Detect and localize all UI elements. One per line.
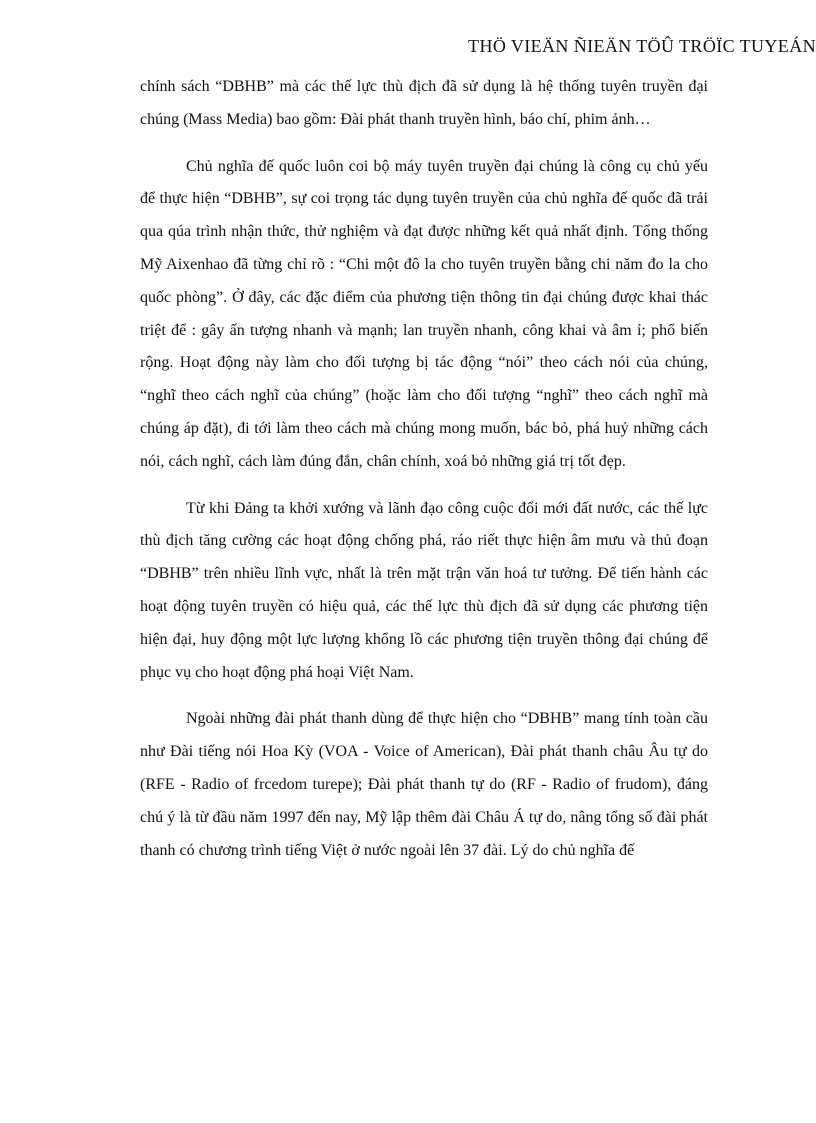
paragraph-radio-stations: Ngoài những đài phát thanh dùng để thực hiện cho “DBHB” mang tính toàn cầu như Đài tiếng nói Hoa Kỳ (VOA - Voice of American), Đài phát thanh châu Âu tự do (RFE - Radio of frcedom turepe); Đài phát thanh tự do (RF - Radio of frudom), đáng chú ý là từ đầu năm 1997 đến nay, Mỹ lập thêm đài Châu Á tự do, nâng tổng số đài phát thanh có chương trình tiếng Việt ở nước ngoài lên 37 đài. Lý do chủ nghĩa đế [140, 710, 708, 859]
paragraph-propaganda-tool: Chủ nghĩa đế quốc luôn coi bộ máy tuyên truyền đại chúng là công cụ chủ yếu để thực hiện “DBHB”, sự coi trọng tác dụng tuyên truyền của chủ nghĩa đế quốc đã trải qua qúa trình nhận thức, thử nghiệm và đạt được những kết quả nhất định. Tổng thống Mỹ Aixenhao đã từng chỉ rõ : “Chi một đô la cho tuyên truyền bằng chi năm đo la cho quốc phòng”. Ở đây, các đặc điểm của phương tiện thông tin đại chúng được khai thác triệt để : gây ấn tượng nhanh và mạnh; lan truyền nhanh, công khai và âm ỉ; phổ biến rộng. Hoạt động này làm cho đối tượng bị tác động “nói” theo cách nói của chúng, “nghĩ theo cách nghĩ của chúng” (hoặc làm cho đối tượng “nghĩ” theo cách nghĩ mà chúng áp đặt), đi tới làm theo cách mà chúng mong muốn, bác bỏ, phá huỷ những cách nói, cách nghĩ, cách làm đúng đắn, chân chính, xoá bỏ những giá trị tốt đẹp. [140, 157, 708, 470]
document-body [140, 71, 708, 867]
paragraph-doi-moi: Từ khi Đảng ta khởi xướng và lãnh đạo công cuộc đổi mới đất nước, các thế lực thù địch tăng cường các hoạt động chống phá, ráo riết thực hiện âm mưu và thủ đoạn “DBHB” trên nhiều lĩnh vực, nhất là trên mặt trận văn hoá tư tưởng. Để tiến hành các hoạt động tuyên truyền có hiệu quả, các thế lực thù địch đã sử dụng các phương tiện hiện đại, huy động một lực lượng khổng lồ các phương tiện truyền thông đại chúng để phục vụ cho hoạt động phá hoại Việt Nam. [140, 499, 708, 681]
paragraph-continued: chính sách “DBHB” mà các thế lực thù địch đã sử dụng là hệ thống tuyên truyền đại chúng (Mass Media) bao gồm: Đài phát thanh truyền hình, báo chí, phim ảnh… [140, 78, 708, 128]
page-header: THÖ VIEÄN ÑIEÄN TÖÛ TRÖÏC TUYEÁN [468, 36, 816, 56]
